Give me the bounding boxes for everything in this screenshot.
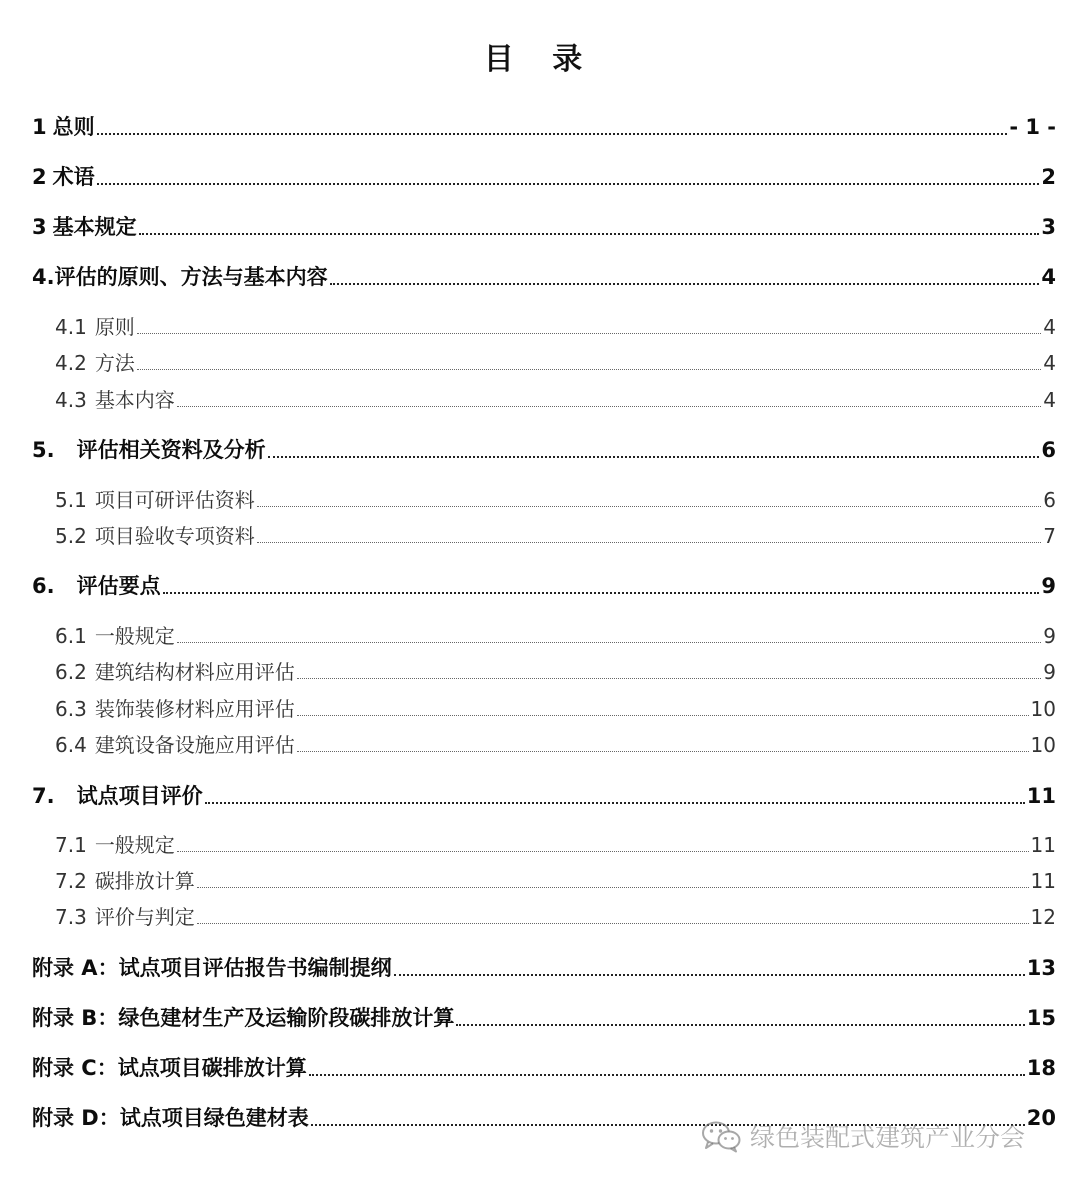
toc-entry-page: - 1 -	[1009, 115, 1056, 139]
toc-entry-page: 4	[1043, 315, 1056, 339]
toc-entry-label: 评估的原则、方法与基本内容	[54, 265, 328, 289]
dot-leader	[297, 750, 1029, 752]
toc-entry-number: 6.1	[55, 624, 87, 648]
dot-leader	[268, 455, 1040, 458]
toc-entry-page: 4	[1043, 388, 1056, 412]
toc-entry-number: 6.2	[55, 660, 87, 684]
toc-subentry[interactable]	[55, 390, 1056, 410]
toc-entry-label: 方法	[94, 351, 135, 375]
toc-entry-page: 3	[1041, 215, 1056, 239]
dot-leader	[309, 1073, 1025, 1076]
toc-entry-number: 7.3	[55, 905, 87, 929]
dot-leader	[297, 714, 1029, 716]
toc-entry-label: 原则	[94, 315, 135, 339]
toc-entry-number: 4.2	[55, 351, 87, 375]
toc-entry-label: 试点项目绿色建材表	[119, 1106, 309, 1130]
toc-entry-number: 7.	[32, 784, 55, 808]
toc-entry-page: 10	[1030, 697, 1056, 721]
toc-entry-number: 附录 A：	[32, 956, 119, 980]
toc-entry-page: 2	[1041, 165, 1056, 189]
toc-entry-label: 评估相关资料及分析	[76, 438, 266, 462]
toc-entry-page: 11	[1030, 869, 1056, 893]
dot-leader	[456, 1023, 1024, 1026]
toc-appendix-entry[interactable]	[32, 1058, 1056, 1079]
toc-entry-label: 碳排放计算	[94, 869, 195, 893]
toc-subentry[interactable]	[55, 907, 1056, 927]
toc-subentry[interactable]	[55, 871, 1056, 891]
toc-entry-number: 3	[32, 215, 47, 239]
dot-leader	[197, 886, 1029, 888]
toc-entry-page: 4	[1043, 351, 1056, 375]
toc-entry-label: 一般规定	[94, 624, 175, 648]
toc-appendix-entry[interactable]	[32, 958, 1056, 979]
toc-entry-label: 装饰装修材料应用评估	[94, 697, 295, 721]
toc-entry[interactable]	[32, 267, 1056, 288]
toc-entry-label: 绿色建材生产及运输阶段碳排放计算	[118, 1006, 455, 1030]
toc-entry[interactable]	[32, 440, 1056, 461]
toc-entry-label: 一般规定	[94, 833, 175, 857]
toc-subentry[interactable]	[55, 353, 1056, 373]
toc-subentry[interactable]	[55, 490, 1056, 510]
toc-entry-page: 15	[1026, 1006, 1056, 1030]
toc-entry-number: 4.3	[55, 388, 87, 412]
toc-entry-label: 总则	[52, 115, 95, 139]
dot-leader	[205, 801, 1025, 804]
dot-leader	[177, 641, 1041, 643]
wechat-icon	[700, 1119, 742, 1153]
toc-entry-page: 6	[1041, 438, 1056, 462]
toc-entry-label: 建筑设备设施应用评估	[94, 733, 295, 757]
toc-entry-page: 12	[1030, 905, 1056, 929]
toc-entry-page: 9	[1043, 624, 1056, 648]
toc-entry[interactable]	[32, 576, 1056, 597]
toc-entry-label: 试点项目评估报告书编制提纲	[118, 956, 392, 980]
toc-entry-page: 7	[1043, 524, 1056, 548]
toc-entry-number: 5.1	[55, 488, 87, 512]
toc-entry-label: 基本规定	[52, 215, 137, 239]
toc-entry-number: 4.	[32, 265, 55, 289]
toc-entry[interactable]	[32, 786, 1056, 807]
dot-leader	[257, 541, 1041, 543]
toc-appendix-entry[interactable]	[32, 1008, 1056, 1029]
dot-leader	[177, 850, 1029, 852]
dot-leader	[197, 922, 1029, 924]
dot-leader	[394, 973, 1025, 976]
toc-subentry[interactable]	[55, 662, 1056, 682]
toc-subentry[interactable]	[55, 735, 1056, 755]
dot-leader	[163, 591, 1040, 594]
toc-entry-label: 基本内容	[94, 388, 175, 412]
toc-entry[interactable]	[32, 117, 1056, 138]
dot-leader	[297, 677, 1041, 679]
toc-entry-label: 试点项目评价	[76, 784, 203, 808]
toc-entry-page: 20	[1026, 1106, 1056, 1130]
toc-entry-label: 试点项目碳排放计算	[117, 1056, 307, 1080]
page-title: 目 录	[483, 42, 597, 77]
dot-leader	[97, 132, 1008, 135]
toc-subentry[interactable]	[55, 317, 1056, 337]
toc-entry-number: 4.1	[55, 315, 87, 339]
toc-entry-label: 项目验收专项资料	[94, 524, 255, 548]
toc-entry-label: 术语	[52, 165, 95, 189]
toc-entry-page: 9	[1043, 660, 1056, 684]
dot-leader	[257, 505, 1041, 507]
watermark	[700, 1118, 1025, 1154]
toc-subentry[interactable]	[55, 626, 1056, 646]
toc-subentry[interactable]	[55, 835, 1056, 855]
dot-leader	[137, 332, 1041, 334]
dot-leader	[177, 405, 1041, 407]
toc-entry-number: 附录 D：	[32, 1106, 120, 1130]
toc-subentry[interactable]	[55, 699, 1056, 719]
toc-entry-number: 附录 B：	[32, 1006, 119, 1030]
toc-entry-label: 项目可研评估资料	[94, 488, 255, 512]
toc-entry-page: 6	[1043, 488, 1056, 512]
toc-entry-number: 2	[32, 165, 47, 189]
toc-entry-number: 5.2	[55, 524, 87, 548]
toc-entry-number: 6.3	[55, 697, 87, 721]
toc-entry-label: 评价与判定	[94, 905, 195, 929]
toc-entry-number: 1	[32, 115, 47, 139]
toc-entry-number: 5.	[32, 438, 55, 462]
toc-entry-page: 4	[1041, 265, 1056, 289]
toc-entry-page: 13	[1026, 956, 1056, 980]
toc-entry-number: 7.2	[55, 869, 87, 893]
dot-leader	[137, 368, 1041, 370]
toc-entry-page: 18	[1026, 1056, 1056, 1080]
toc-entry[interactable]	[32, 217, 1056, 238]
toc-entry-page: 11	[1030, 833, 1056, 857]
toc-entry-page: 9	[1041, 574, 1056, 598]
toc-entry-number: 附录 C：	[32, 1056, 118, 1080]
toc-entry-page: 10	[1030, 733, 1056, 757]
dot-leader	[139, 232, 1040, 235]
toc-entry-number: 6.4	[55, 733, 87, 757]
toc-entry-label: 评估要点	[76, 574, 161, 598]
dot-leader	[97, 182, 1040, 185]
dot-leader	[330, 282, 1040, 285]
watermark-text: 绿色装配式建筑产业分会	[750, 1123, 1026, 1152]
toc-entry[interactable]	[32, 167, 1056, 188]
toc-entry-page: 11	[1026, 784, 1056, 808]
toc-entry-number: 6.	[32, 574, 55, 598]
toc-entry-label: 建筑结构材料应用评估	[94, 660, 295, 684]
toc-subentry[interactable]	[55, 526, 1056, 546]
toc-entry-number: 7.1	[55, 833, 87, 857]
